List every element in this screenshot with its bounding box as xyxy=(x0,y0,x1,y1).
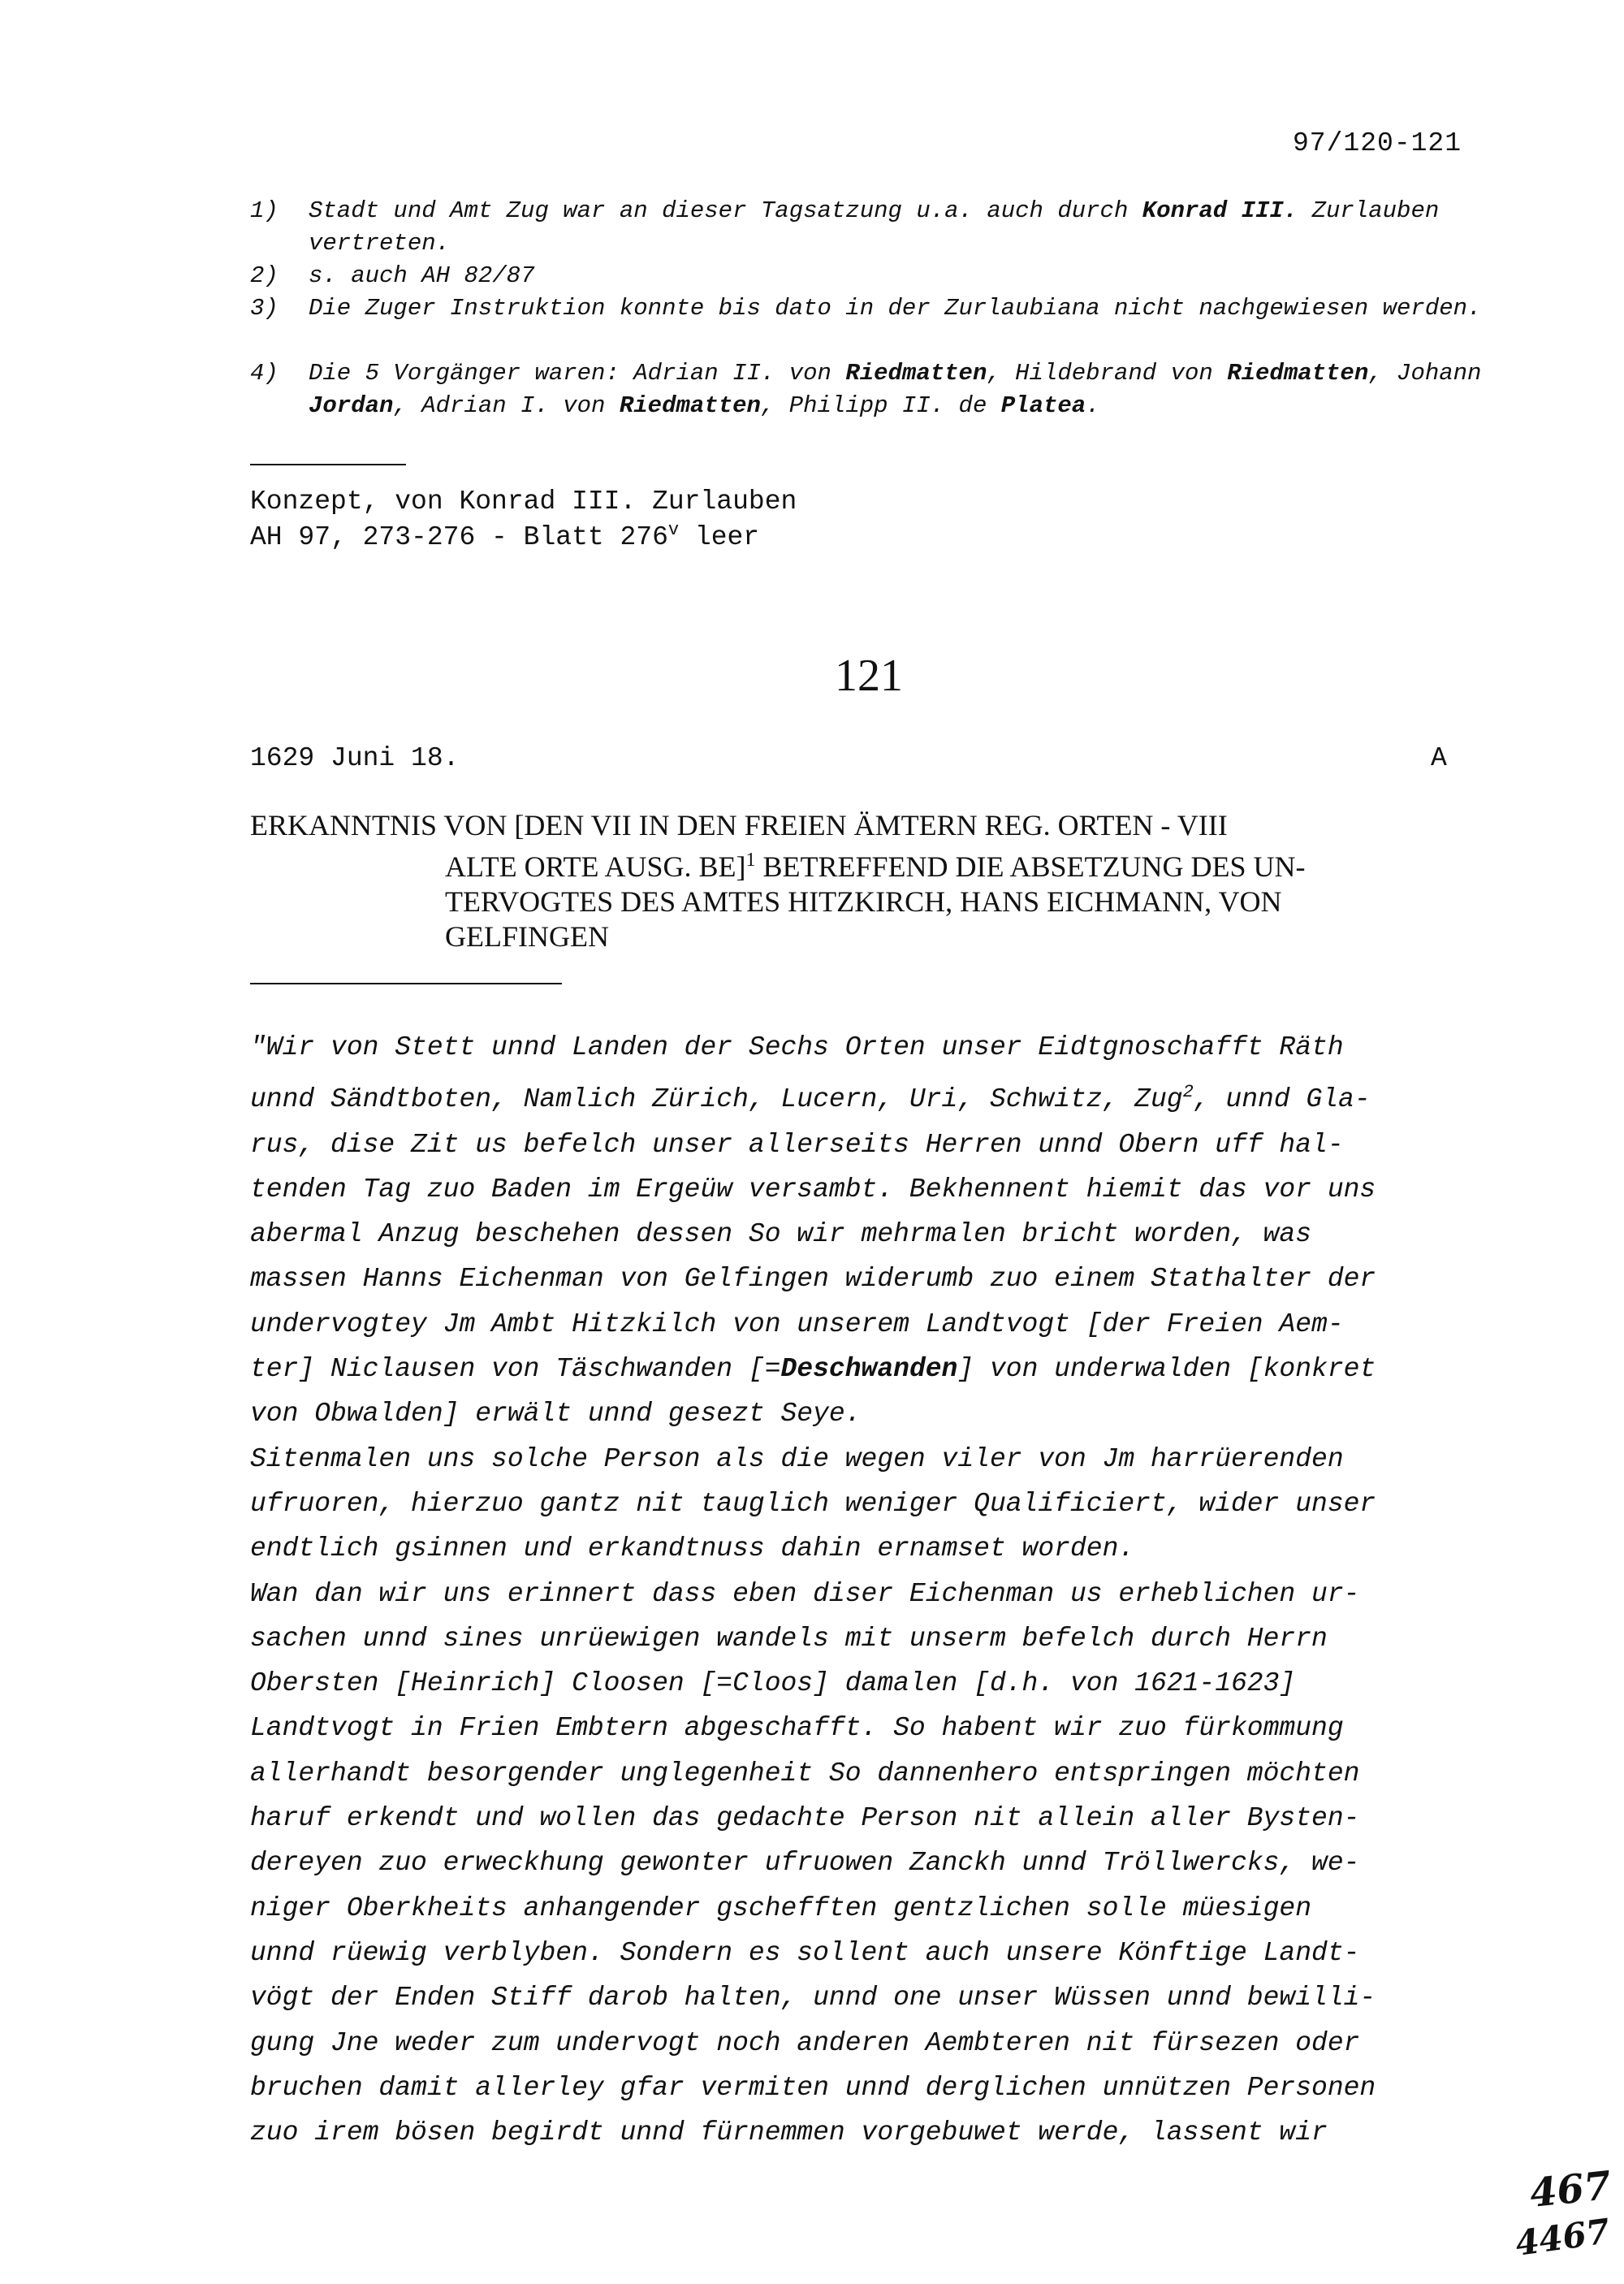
body-line: Wan dan wir uns erinnert dass eben diser Eichenman us erheblichen ur- xyxy=(250,1578,1360,1609)
body-line: massen Hanns Eichenman von Gelfingen widerumb zuo einem Stathalter der xyxy=(250,1264,1376,1295)
body-line: allerhandt besorgender unglegenheit So dannenhero entspringen möchten xyxy=(250,1758,1360,1789)
handwritten-page-number: 467 xyxy=(1527,2162,1613,2217)
body-line: haruf erkendt und wollen das gedachte Person nit allein aller Bysten- xyxy=(250,1803,1360,1834)
footnote-number: 3) xyxy=(250,295,279,322)
page-reference: 97/120-121 xyxy=(1293,128,1462,158)
document-date: 1629 Juni 18. xyxy=(250,743,460,773)
document-title: ERKANNTNIS VON [DEN VII IN DEN FREIEN ÄMTERN REG. ORTEN - VIII ALTE ORTE AUSG. BE]$^1$ BETREFFEND DIE ABSETZUNG DES UN- TERVOGTES DES AMTES HITZKIRCH, HANS EICHMANN, VON GELFINGEN xyxy=(250,809,1306,953)
footnote-text: s. auch AH 82/87 xyxy=(309,262,535,289)
document-body xyxy=(250,1025,1509,2155)
body-line: zuo irem bösen begirdt unnd fürnemmen vorgebuwet werde, lassent wir xyxy=(250,2117,1328,2148)
body-line: Obersten [Heinrich] Cloosen [=Cloos] damalen [d.h. von 1621-1623] xyxy=(250,1668,1296,1699)
body-line: vögt der Enden Stiff darob halten, unnd one unser Wüssen unnd bewilli- xyxy=(250,1983,1376,2014)
body-line: abermal Anzug beschehen dessen So wir mehrmalen bricht worden, was xyxy=(250,1219,1312,1250)
body-line: Sitenmalen uns solche Person als die wegen viler von Jm harrüerenden xyxy=(250,1443,1344,1474)
version-marker: A xyxy=(1431,743,1447,773)
body-line: ufruoren, hierzuo gantz nit tauglich weniger Qualificiert, wider unser xyxy=(250,1488,1376,1519)
handwritten-page-number: 4467 xyxy=(1513,2211,1613,2264)
separator-rule xyxy=(250,983,562,984)
body-line: unnd Sändtboten, Namlich Zürich, Lucern, Uri, Schwitz, Zug$^2$, unnd Gla- xyxy=(250,1082,1371,1115)
body-line: undervogtey Jm Ambt Hitzkilch von unserem Landtvogt [der Freien Aem- xyxy=(250,1309,1344,1339)
source-note-line: Konzept, von Konrad III. Zurlauben xyxy=(250,487,797,517)
body-line: ter] Niclausen von Täschwanden [=Deschwanden] von underwalden [konkret xyxy=(250,1354,1376,1385)
body-line: sachen unnd sines unrüewigen wandels mit unserm befelch durch Herrn xyxy=(250,1623,1328,1654)
footnote-number: 2) xyxy=(250,262,279,289)
footnote-number: 4) xyxy=(250,360,279,387)
body-line: gung Jne weder zum undervogt noch anderen Aembteren nit fürsezen oder xyxy=(250,2027,1360,2058)
body-line: unnd rüewig verblyben. Sondern es sollent auch unsere Könftige Landt- xyxy=(250,1937,1360,1968)
body-line: rus, dise Zit us befelch unser allerseits Herren unnd Obern uff hal- xyxy=(250,1129,1344,1160)
body-line: von Obwalden] erwält unnd gesezt Seye. xyxy=(250,1399,862,1430)
document-number: 121 xyxy=(835,651,903,701)
body-line: endtlich gsinnen und erkandtnuss dahin ernamset worden. xyxy=(250,1533,1135,1564)
source-note xyxy=(250,487,797,552)
body-line: dereyen zuo erweckhung gewonter ufruowen Zanckh unnd Tröllwercks, we- xyxy=(250,1848,1360,1879)
footnote-text: Die Zuger Instruktion konnte bis dato in der Zurlaubiana nicht nachgewiesen werden. xyxy=(309,295,1482,322)
body-line: "Wir von Stett unnd Landen der Sechs Orten unser Eidtgnoschafft Räth xyxy=(250,1032,1344,1062)
footnote-text: Stadt und Amt Zug war an dieser Tagsatzung u.a. auch durch Konrad III. Zurlauben vertreten. xyxy=(309,197,1440,257)
body-line: bruchen damit allerley gfar vermiten unnd derglichen unnützen Personen xyxy=(250,2072,1376,2103)
separator-rule xyxy=(250,464,406,465)
body-line: niger Oberkheits anhangender gschefften gentzlichen solle müesigen xyxy=(250,1893,1312,1923)
footnote-number: 1) xyxy=(250,197,279,224)
footnote-text: Die 5 Vorgänger waren: Adrian II. von Riedmatten, Hildebrand von Riedmatten, Johann Jordan, Adrian I. von Riedmatten, Philipp II. de Platea. xyxy=(309,360,1482,419)
body-line: tenden Tag zuo Baden im Ergeüw versambt. Bekhennent hiemit das vor uns xyxy=(250,1174,1376,1205)
source-note-line: AH 97, 273-276 - Blatt 276$^v$ leer xyxy=(250,520,760,552)
body-line: Landtvogt in Frien Embtern abgeschafft. So habent wir zuo fürkommung xyxy=(250,1713,1344,1744)
